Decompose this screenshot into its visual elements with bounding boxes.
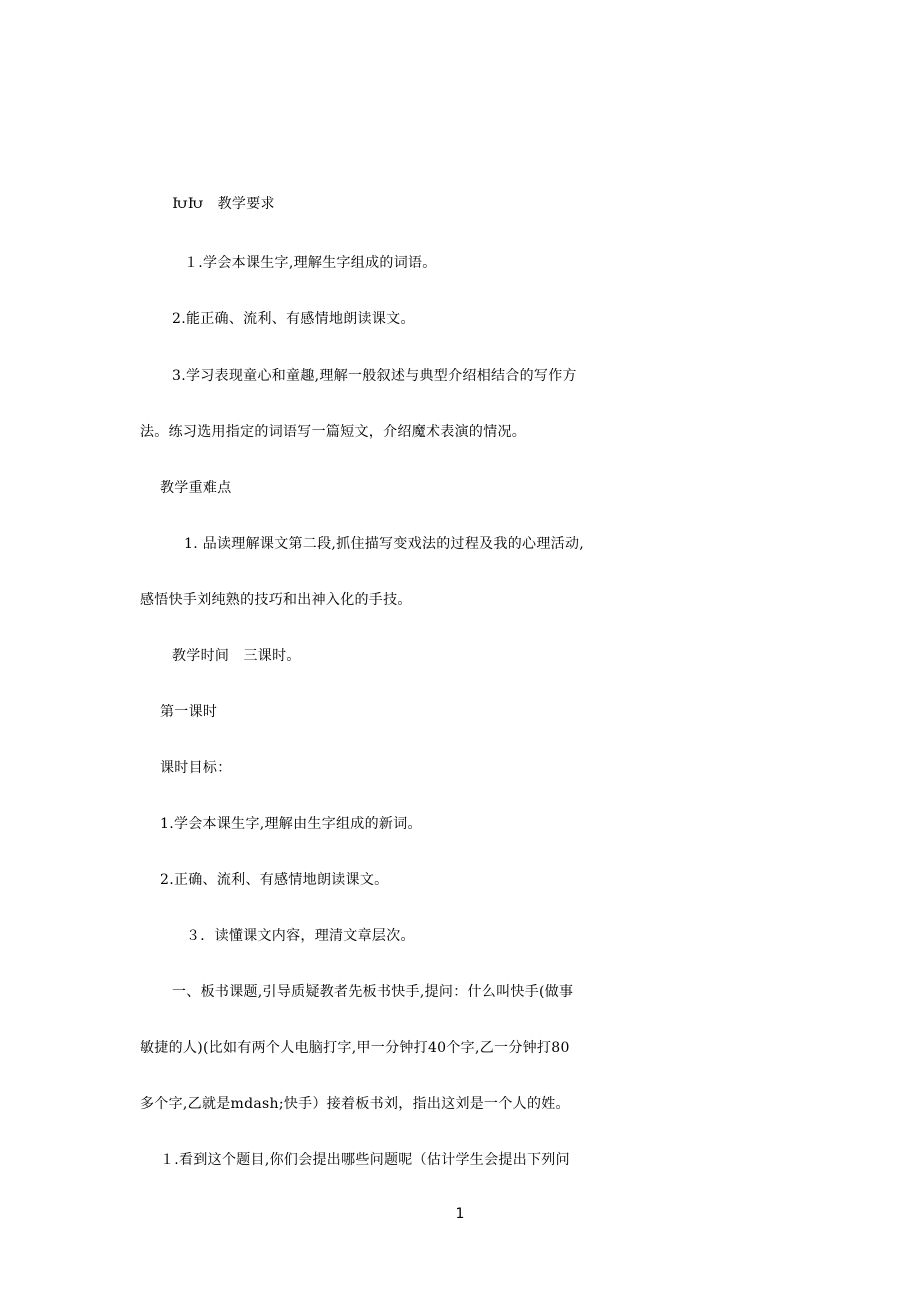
text-line-11: 课时目标： <box>160 760 232 776</box>
text-line-15: 一、板书课题,引导质疑教者先板书快手,提问：什么叫快手(做事 <box>172 984 574 1000</box>
text-line-14: ３．读懂课文内容，理清文章层次。 <box>186 928 415 944</box>
page-number: 1 <box>455 1206 465 1222</box>
text-line-2: １.学会本课生字,理解生字组成的词语。 <box>184 255 437 271</box>
text-line-17: 多个字,乙就是mdash;快手）接着板书刘，指出这刘是一个人的姓。 <box>140 1096 570 1112</box>
text-line-8: 感悟快手刘纯熟的技巧和出神入化的手技。 <box>140 592 412 608</box>
text-line-3: 2.能正确、流利、有感情地朗读课文。 <box>172 311 415 327</box>
text-line-4: 3.学习表现童心和童趣,理解一般叙述与典型介绍相结合的写作方 <box>172 368 577 384</box>
text-line-16: 敏捷的人)(比如有两个人电脑打字,甲一分钟打40个字,乙一分钟打80 <box>140 1040 570 1056</box>
text-line-12: 1.学会本课生字,理解由生字组成的新词。 <box>160 816 422 832</box>
text-line-1: ԽԽ 教学要求 <box>172 196 275 212</box>
text-line-18: １.看到这个题目,你们会提出哪些问题呢（估计学生会提出下列问 <box>160 1152 570 1168</box>
text-line-13: 2.正确、流利、有感情地朗读课文。 <box>160 872 389 888</box>
section-heading-difficulty: 教学重难点 <box>160 480 232 496</box>
text-line-7: 1. 品读理解课文第二段,抓住描写变戏法的过程及我的心理活动, <box>184 536 585 552</box>
text-line-9: 教学时间 三课时。 <box>172 648 301 664</box>
text-line-5: 法。练习选用指定的词语写一篇短文，介绍魔术表演的情况。 <box>140 424 527 440</box>
section-heading-lesson-one: 第一课时 <box>160 704 218 720</box>
